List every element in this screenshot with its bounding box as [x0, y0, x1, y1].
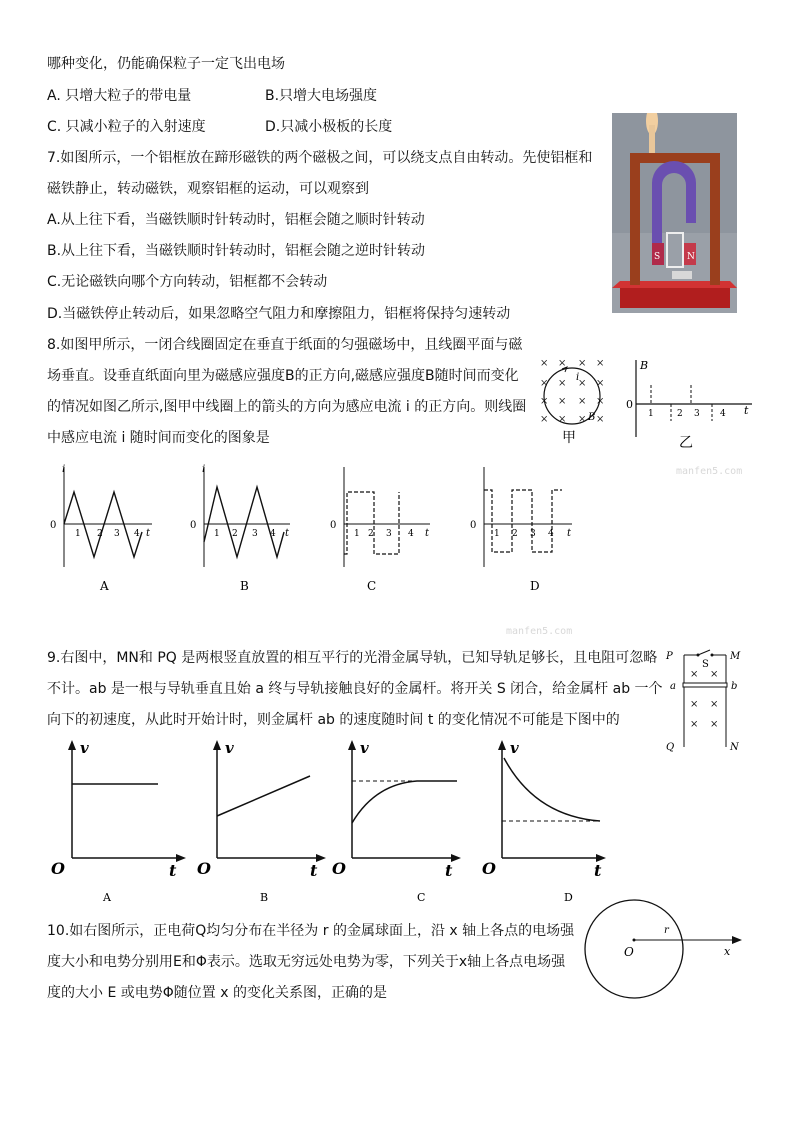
q9a-v-label: v: [80, 739, 89, 757]
svg-text:×: ×: [690, 719, 699, 730]
q8b-origin: 0: [190, 520, 197, 531]
q7-stem-line2: 磁铁静止，转动磁铁，观察铝框的运动，可以观察到: [47, 181, 369, 197]
svg-text:×: ×: [596, 358, 605, 369]
q8d-tick-1: 1: [494, 529, 500, 539]
q8-graph-d: [470, 467, 572, 593]
fig-jia-label: 甲: [562, 430, 576, 446]
q9b-t-label: t: [310, 861, 318, 880]
q8-graph-a: [50, 464, 152, 593]
q7-option-c: C.无论磁铁向哪个方向转动，铝框都不会转动: [47, 274, 328, 290]
b-tick-2: 2: [677, 409, 683, 419]
q8c-tick-1: 1: [354, 529, 360, 539]
q9a-t-label: t: [169, 861, 177, 880]
q9d-v-label: v: [510, 739, 519, 757]
q6-option-a: A. 只增大粒子的带电量: [47, 88, 192, 104]
coil-figure: [534, 352, 614, 447]
q9-label-d: D: [564, 891, 573, 904]
q8b-t-label: t: [285, 528, 290, 539]
q8a-tick-2: 2: [97, 529, 103, 539]
rod-a-label: a: [670, 681, 676, 692]
q8-label-d: D: [530, 579, 540, 593]
q8-stem-line3: 的情况如图乙所示,图甲中线圈上的箭头的方向为感应电流 i 的正方向。则线圈: [47, 399, 527, 415]
b-tick-1: 1: [648, 409, 654, 419]
q8b-tick-3: 3: [252, 529, 258, 539]
rod-b-label: b: [731, 681, 738, 692]
q9-graph-d: [482, 739, 606, 904]
q8a-t-label: t: [146, 528, 151, 539]
q9-graph-a: [51, 739, 186, 904]
q8a-tick-4: 4: [134, 529, 140, 539]
svg-text:×: ×: [558, 396, 567, 407]
b-tick-4: 4: [720, 409, 726, 419]
b-origin-label: 0: [626, 398, 633, 411]
q9-graph-c: [332, 739, 461, 904]
svg-text:×: ×: [596, 378, 605, 389]
q9d-t-label: t: [594, 861, 602, 880]
q9-stem-line1: 9.右图中，MN和 PQ 是两根竖直放置的相互平行的光滑金属导轨，已知导轨足够长，且电阻可忽略: [47, 650, 658, 666]
svg-text:×: ×: [558, 378, 567, 389]
q8b-tick-4: 4: [270, 529, 276, 539]
q8-graph-b: [190, 464, 290, 593]
q9c-t-label: t: [445, 861, 453, 880]
q8b-i-label: i: [202, 464, 206, 475]
q9-label-a: A: [103, 891, 111, 904]
q9c-v-label: v: [360, 739, 369, 757]
q7-stem-line1: 7.如图所示，一个铝框放在蹄形磁铁的两个磁极之间，可以绕支点自由转动。先使铝框和: [47, 150, 593, 166]
q9-stem-line3: 向下的初速度，从此时开始计时，则金属杆 ab 的速度随时间 t 的变化情况不可能是下图中的: [47, 712, 620, 728]
svg-text:×: ×: [578, 396, 587, 407]
q9-graph-b: [197, 739, 326, 904]
q9c-origin: O: [332, 859, 346, 878]
q8-label-c: C: [367, 579, 377, 593]
switch-s-label: S: [702, 659, 709, 670]
q9-choice-graphs: [45, 738, 615, 906]
b-tick-3: 3: [694, 409, 700, 419]
watermark-1: manfen5.com: [676, 466, 743, 477]
q8d-origin: 0: [470, 520, 477, 531]
q6-option-b: B.只增大电场强度: [265, 88, 378, 104]
sphere-radius-label: r: [664, 925, 669, 936]
q8d-tick-4: 4: [548, 529, 554, 539]
magnet-s-label: S: [654, 252, 661, 262]
q10-stem-line2: 度大小和电势分别用E和Φ表示。选取无穷远处电势为零，下列关于x轴上各点电场强: [47, 954, 566, 970]
q8a-tick-1: 1: [75, 529, 81, 539]
svg-text:×: ×: [578, 358, 587, 369]
q6-stem: 哪种变化，仍能确保粒子一定飞出电场: [47, 56, 285, 72]
q9-label-c: C: [417, 891, 426, 904]
q8c-tick-3: 3: [386, 529, 392, 539]
svg-text:×: ×: [690, 669, 699, 680]
q8c-tick-2: 2: [368, 529, 374, 539]
q9b-v-label: v: [225, 739, 234, 757]
q8d-tick-3: 3: [530, 529, 536, 539]
b-t-axis-label: t: [744, 404, 749, 417]
svg-text:×: ×: [540, 378, 549, 389]
rail-q-label: Q: [666, 742, 675, 753]
svg-text:×: ×: [690, 699, 699, 710]
q8d-tick-2: 2: [512, 529, 518, 539]
q8b-tick-2: 2: [232, 529, 238, 539]
q8-choice-graphs: [42, 462, 582, 597]
svg-text:×: ×: [596, 396, 605, 407]
rail-p-label: P: [666, 651, 673, 662]
svg-text:×: ×: [710, 699, 719, 710]
sphere-origin-label: O: [624, 945, 634, 959]
svg-text:×: ×: [540, 358, 549, 369]
rail-n-label: N: [730, 742, 739, 753]
q10-stem-line3: 度的大小 E 或电势Φ随位置 x 的变化关系图，正确的是: [47, 985, 387, 1001]
q8a-tick-3: 3: [114, 529, 120, 539]
q8-stem-line1: 8.如图甲所示，一闭合线圈固定在垂直于纸面的匀强磁场中，且线圈平面与磁: [47, 337, 523, 353]
q8-graph-c: [330, 467, 430, 593]
svg-text:×: ×: [540, 414, 549, 425]
b-t-graph: [624, 355, 759, 450]
watermark-2: manfen5.com: [506, 626, 573, 637]
q8c-origin: 0: [330, 520, 337, 531]
charged-sphere-diagram: [584, 893, 744, 1018]
rail-diagram: [656, 645, 746, 755]
svg-text:×: ×: [578, 414, 587, 425]
svg-text:×: ×: [596, 414, 605, 425]
svg-text:×: ×: [558, 358, 567, 369]
rail-m-label: M: [730, 651, 741, 662]
q8-label-a: A: [100, 579, 109, 593]
q6-option-d: D.只减小极板的长度: [265, 119, 393, 135]
q7-option-a: A.从上往下看，当磁铁顺时针转动时，铝框会随之顺时针转动: [47, 212, 425, 228]
q7-option-b: B.从上往下看，当磁铁顺时针转动时，铝框会随之逆时针转动: [47, 243, 426, 259]
fig-yi-label: 乙: [679, 435, 693, 450]
q8a-origin: 0: [50, 520, 57, 531]
q8-stem-line2: 场垂直。设垂直纸面向里为磁感应强度B的正方向,磁感应强度B随时间而变化: [47, 368, 519, 384]
q8b-tick-1: 1: [214, 529, 220, 539]
svg-text:×: ×: [558, 414, 567, 425]
magnet-n-label: N: [687, 252, 695, 262]
q6-option-c: C. 只减小粒子的入射速度: [47, 119, 206, 135]
q8-stem-line4: 中感应电流 i 随时间而变化的图象是: [47, 430, 270, 446]
q7-option-d: D.当磁铁停止转动后，如果忽略空气阻力和摩擦阻力，铝框将保持匀速转动: [47, 306, 511, 322]
q8c-t-label: t: [425, 528, 430, 539]
svg-text:×: ×: [578, 378, 587, 389]
sphere-x-axis-label: x: [724, 945, 731, 958]
svg-text:×: ×: [540, 396, 549, 407]
q8a-i-label: i: [62, 464, 66, 475]
svg-text:×: ×: [710, 719, 719, 730]
coil-current-label: i: [576, 372, 580, 383]
q9d-origin: O: [482, 859, 496, 878]
q10-stem-line1: 10.如右图所示，正电荷Q均匀分布在半径为 r 的金属球面上，沿 x 轴上各点的电场强: [47, 923, 575, 939]
q8d-t-label: t: [567, 528, 572, 539]
q8-label-b: B: [240, 579, 249, 593]
q9a-origin: O: [51, 859, 65, 878]
q8c-tick-4: 4: [408, 529, 414, 539]
q9b-origin: O: [197, 859, 211, 878]
svg-text:×: ×: [710, 669, 719, 680]
q9-stem-line2: 不计。ab 是一根与导轨垂直且始 a 终与导轨接触良好的金属杆。将开关 S 闭合，给金属杆 ab 一个: [47, 681, 663, 697]
magnet-frame-photo: [612, 113, 737, 313]
b-axis-label: B: [640, 359, 649, 372]
q9-label-b: B: [260, 891, 269, 904]
coil-field-label: B: [588, 412, 596, 423]
